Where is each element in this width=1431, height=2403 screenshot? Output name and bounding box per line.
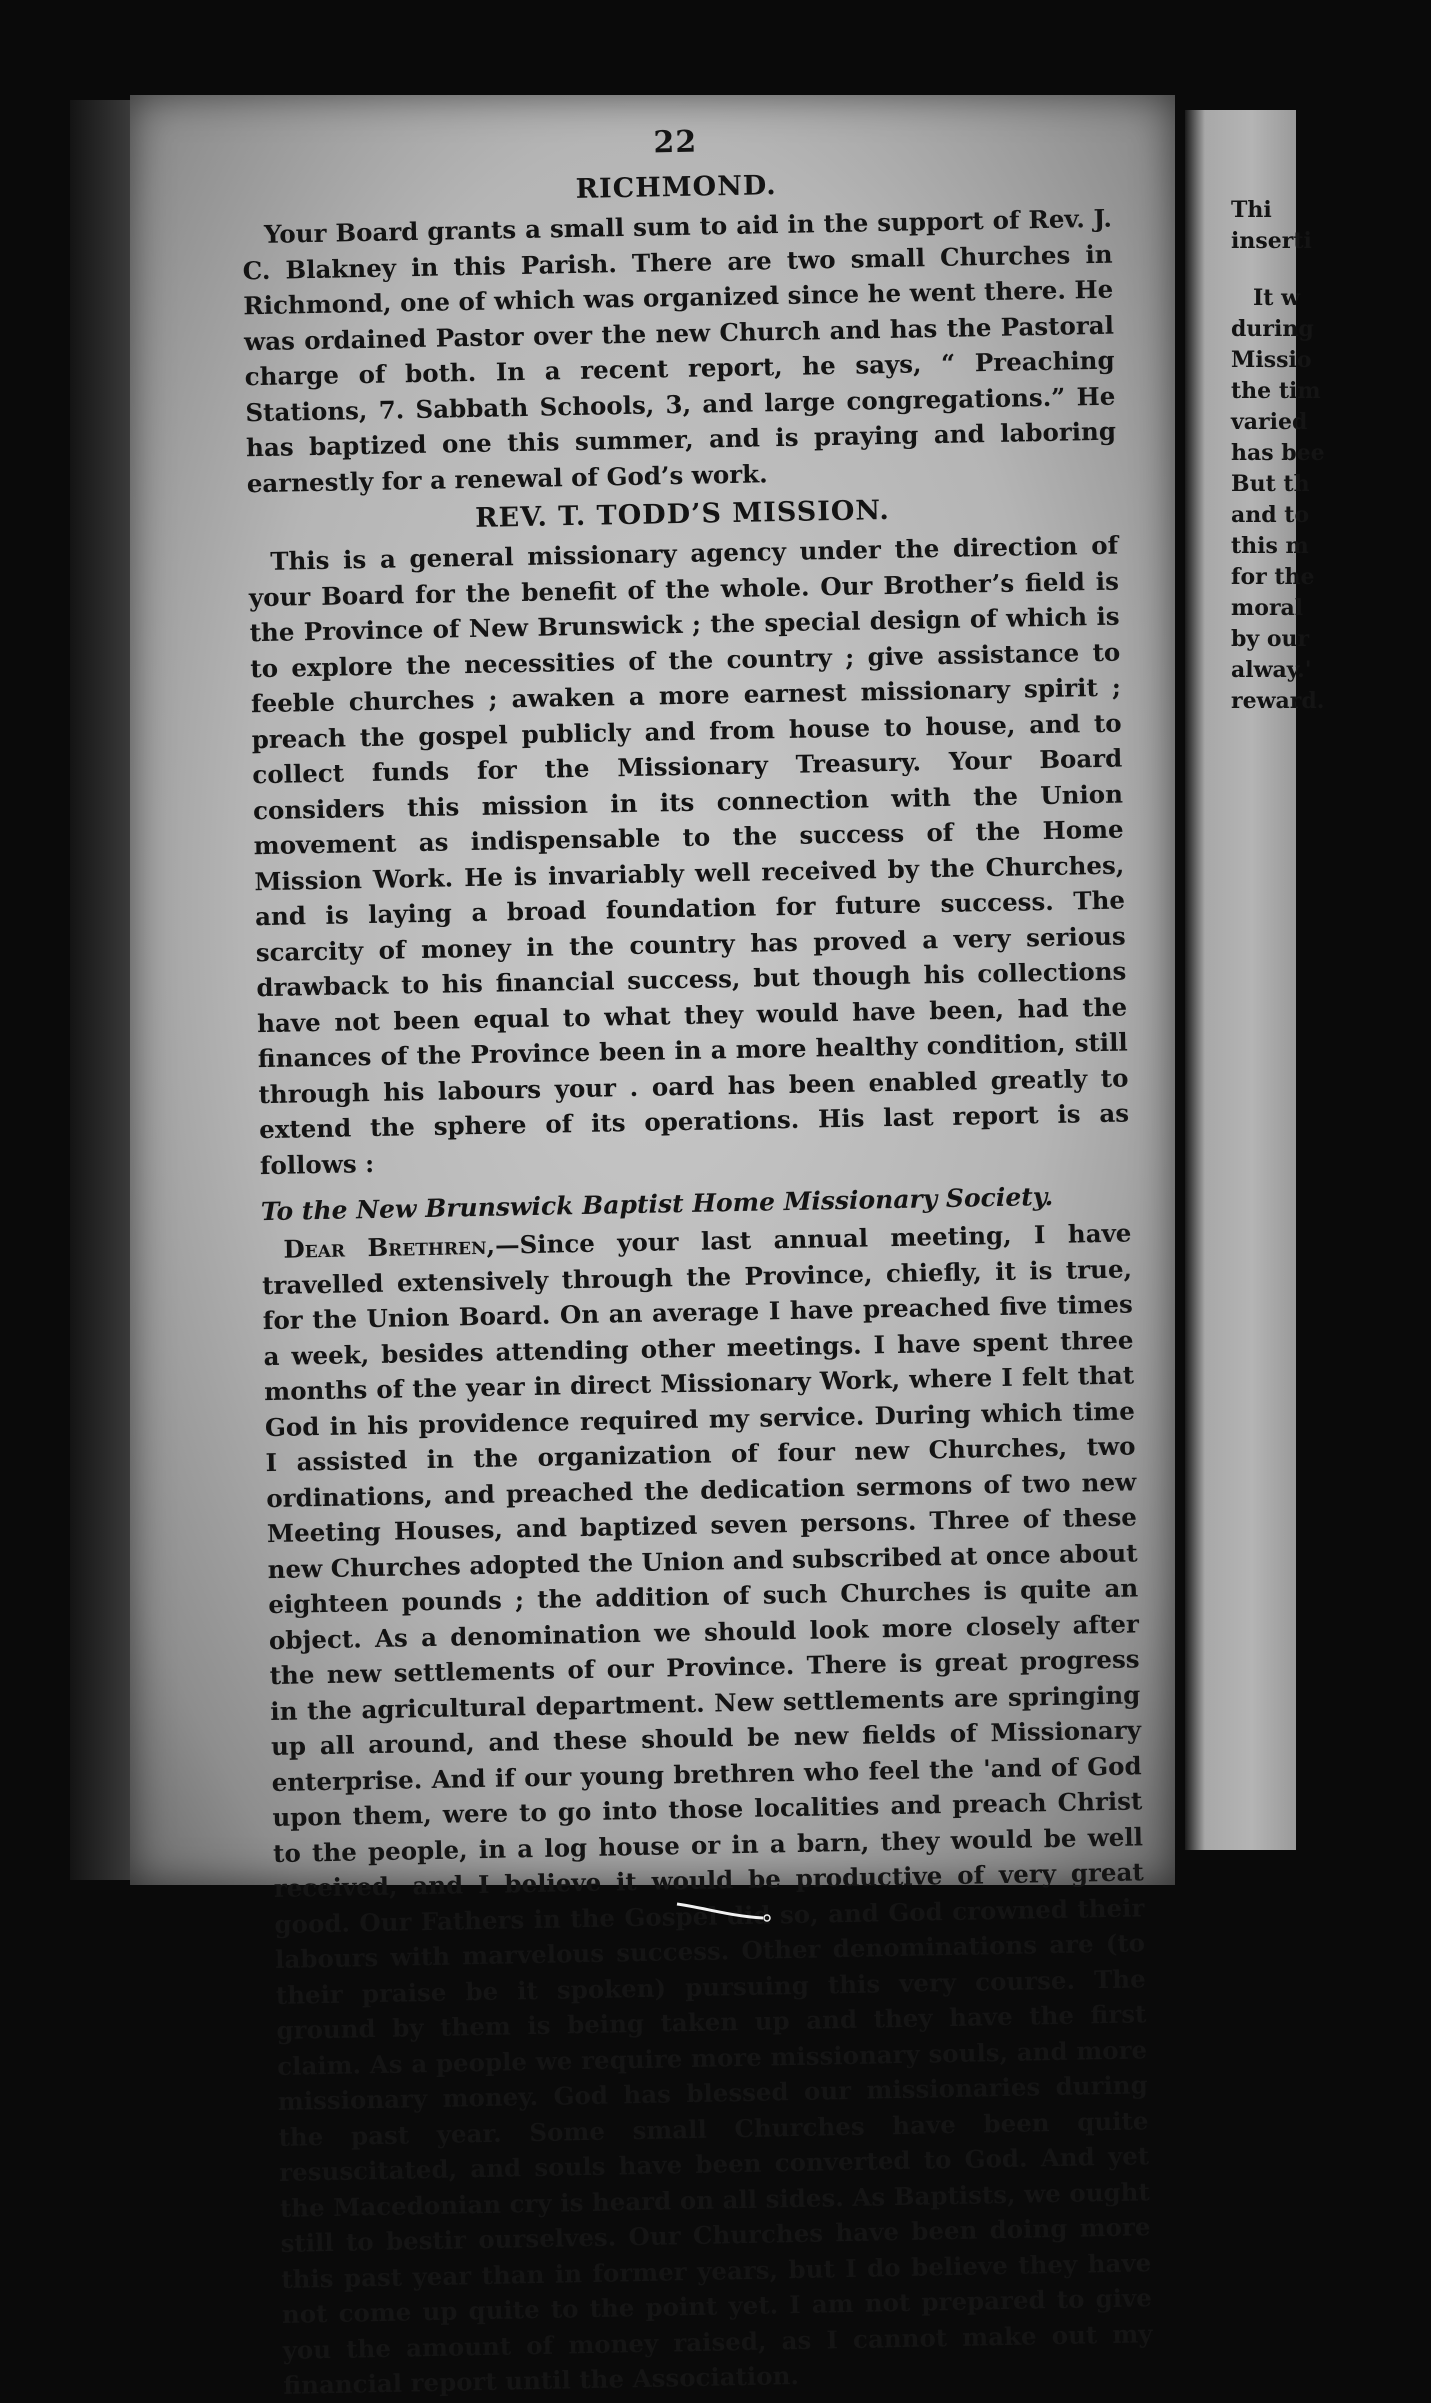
adjacent-line: for the	[1231, 564, 1315, 590]
adjacent-page-fragment	[1185, 110, 1325, 1850]
letter-text: —Since your last annual meeting, I have travelled extensively through the Province, chiefly, it is true, for the Union Board. On an average I have preached five times a week, besides attending other meetings. I have spent three months of the year in direct Missionary Work, where I felt that God in his providence required my service. During which time I assisted in the organization of four new Churches, two ordinations, and preached the dedication sermons of two new Meeting Houses, and baptized seven persons. Three of these new Churches adopted the Union and subscribed at once about eighteen pounds ; the addition of such Churches is quite an object. As a denomination we should look more closely after the new settlements of our Province. There is great progress in the agricultural department. New settlements are springing up all around, and these should be new fields of Missionary enterprise. And if our young brethren who feel the 'and of God upon them, were to go into those localities and preach Christ to the people, in a log house or in a barn, they would be well received, and I believe it would be productive of very great good. Our Fathers in the Gospel did so, and God crowned their labours with marvelous success. Other denominations are (to their praise be it spoken) pursuing this very course. The ground by them is being taken up and they have the first claim. As a people we require more missionary souls, and more missionary money. God has blessed our missionaries during the past year. Some small Churches have been quite resuscitated, and souls have been converted to God. And yet the Macedonian cry is heard on all sides. As Baptists, we ought still to bestir ourselves. Our Churches have been doing more this past year than in former years, but I do believe they have not come up quite to the point yet. I am not prepared to give you the amount of money raised, as I cannot make out my financial report until the Association.	[261, 1218, 1153, 2400]
letter-body	[261, 1215, 1153, 2403]
adjacent-line: during	[1231, 316, 1314, 342]
page-number: 22	[653, 124, 698, 161]
section-paragraph-richmond: Your Board grants a small sum to aid in the support of Rev. J. C. Blakney in this Parish. There are two small Churches in Richmond, one of which was organized since he went there. He was ordained Pastor over the new Church and has the Pastoral charge of both. In a recent report, he says, “ Preaching Stations, 7. Sabbath Schools, 3, and large congregations.” He has baptized one this summer, and is praying and laboring earnestly for a renewal of God’s work.	[242, 203, 1117, 498]
adjacent-line: the tim	[1231, 378, 1321, 404]
adjacent-line: moral	[1231, 595, 1304, 621]
adjacent-line: reward.	[1231, 688, 1325, 714]
section-heading-todd-mission: REV. T. TODD’S MISSION.	[474, 494, 891, 534]
adjacent-line: this m	[1231, 533, 1309, 559]
adjacent-line: by our	[1231, 626, 1310, 652]
book-page	[130, 95, 1175, 2400]
adjacent-line: varied	[1231, 409, 1308, 435]
adjacent-line: has bee	[1231, 440, 1325, 466]
adjacent-line: alway.'	[1231, 657, 1312, 683]
adjacent-line: It w	[1253, 285, 1301, 311]
adjacent-line: Thi	[1231, 197, 1272, 223]
letter-address: To the New Brunswick Baptist Home Missionary Society.	[260, 1181, 1054, 1227]
ornamental-swash	[675, 1900, 775, 1922]
adjacent-line: But th	[1231, 471, 1310, 497]
page-content	[240, 117, 1153, 2403]
letter-salutation: Dear Brethren,	[283, 1230, 496, 1264]
section-paragraph-todd-mission: This is a general missionary agency under the direction of your Board for the benefit of the whole. Our Brother’s field is the Province of New Brunswick ; the special design of which is to explore the necessities of the country ; give assistance to feeble churches ; awaken a more earnest missionary spirit ; preach the gospel publicly and from house to house, and to collect funds for the Missionary Treasury. Your Board considers this mission in its connection with the Union movement as indispensable to the success of the Home Mission Work. He is invariably well received by the Churches, and is laying a broad foundation for future success. The scarcity of money in the country has proved a very serious drawback to his financial success, but though his collections have not been equal to what they would have been, had the finances of the Province been in a more healthy condition, still through his labours your . oard has been enabled greatly to extend the sphere of its operations. His last report is as follows :	[248, 530, 1130, 1180]
adjacent-line: inserti	[1231, 228, 1312, 254]
adjacent-line: and to	[1231, 502, 1310, 528]
adjacent-page-text	[1231, 195, 1431, 717]
adjacent-line: Missio	[1231, 347, 1312, 373]
section-heading-richmond: RICHMOND.	[575, 170, 777, 205]
book-spine-edge	[70, 100, 130, 1880]
